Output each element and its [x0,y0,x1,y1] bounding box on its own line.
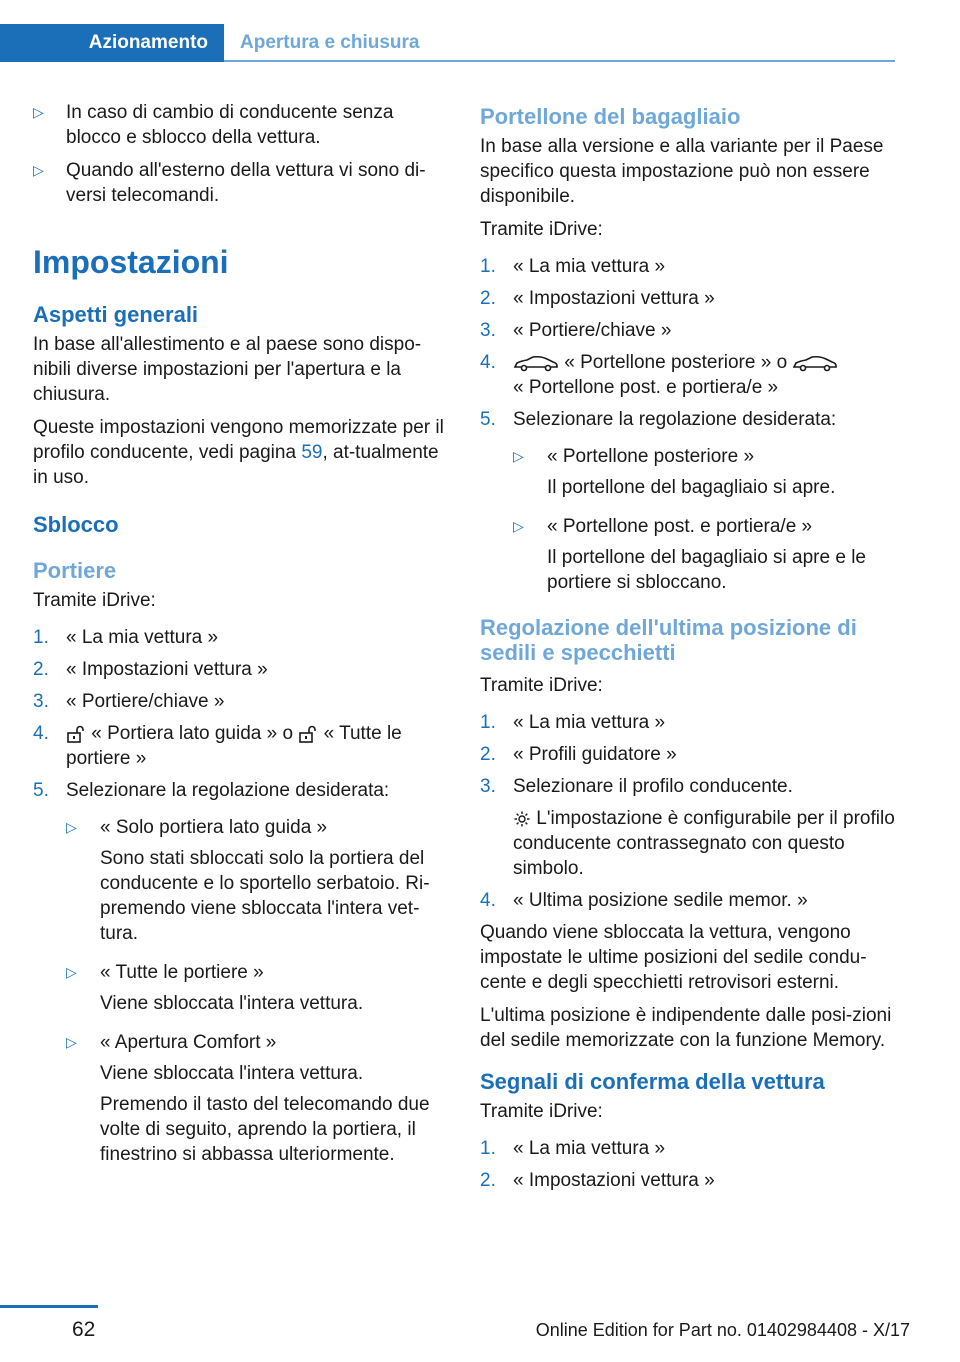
numbered-step: 4. « Portellone posteriore » o « Portellone post. e portiera/e » [480,350,900,400]
section-tab: Azionamento [0,24,224,62]
left-column [33,100,448,1173]
unlock-icon [66,725,86,743]
subsection-tab: Apertura e chiusura [240,32,420,53]
header-rule [224,60,895,62]
paragraph: Quando viene sbloccata la vettura, vengono impostate le ultime posizioni del sedile condu-cente e degli specchietti retrovisori esterni. [480,922,867,993]
paragraph: Tramite iDrive: [480,675,603,696]
sub-item: ▷ « Apertura Comfort » Viene sbloccata l'intera vettura. Premendo il tasto del telecomando due volte di seguito, aprendo la portiera, il finestrino si abbassa ulteriormente. [66,1032,430,1165]
numbered-step: 1. « La mia vettura » [480,712,666,733]
paragraph: Tramite iDrive: [480,219,603,240]
edition-text: Online Edition for Part no. 01402984408 - X/17 [535,1320,910,1340]
subheading-regolazione: Regolazione dell'ultima posizione di sedili e specchietti [480,615,857,665]
footer-rule [0,1305,98,1308]
bullet-triangle-icon: ▷ [66,964,77,980]
sub-item: ▷ « Tutte le portiere » Viene sbloccata l'intera vettura. [66,962,364,1014]
numbered-step: 5. Selezionare la regolazione desiderata: [480,409,837,430]
numbered-step: 1. « La mia vettura » [480,256,666,277]
numbered-step: 3. « Portiere/chiave » [33,691,225,712]
subheading-portiere: Portiere [33,558,117,583]
sub-item: ▷ « Portellone post. e portiera/e » Il portellone del bagagliaio si apre e le portiere si sbloccano. [513,516,866,593]
numbered-step: 2. « Impostazioni vettura » [33,659,268,680]
bullet-triangle-icon: ▷ [513,518,524,534]
bullet-triangle-icon: ▷ [66,819,77,835]
sub-list [480,444,900,595]
numbered-step: 2. « Impostazioni vettura » [480,288,715,309]
gear-icon [513,810,531,828]
step-note: L'impostazione è configurabile per il profilo conducente contrassegnato con questo simbolo. [513,808,895,879]
list-item: ▷ Quando all'esterno della vettura vi sono di-versi telecomandi. [33,160,426,206]
bullet-triangle-icon: ▷ [513,448,524,464]
numbered-step: 4. « Ultima posizione sedile memor. » [480,890,808,911]
subheading-segnali: Segnali di conferma della vettura [480,1069,825,1094]
numbered-step: 4. « Portiera lato guida » o « Tutte le portiere » [33,723,402,769]
numbered-step: 1. « La mia vettura » [480,1138,666,1159]
bullet-triangle-icon: ▷ [33,104,44,120]
subheading-general: Aspetti generali [33,302,199,327]
numbered-step: 3. Selezionare il profilo conducente. [480,776,793,797]
numbered-step: 3. « Portiere/chiave » [480,320,672,341]
paragraph: In base all'allestimento e al paese sono dispo-nibili diverse impostazioni per l'apertura e la chiusura. [33,334,422,405]
paragraph: L'ultima posizione è indipendente dalle posi-zioni del sedile memorizzate con la funzione Memory. [480,1005,892,1051]
right-column [480,100,900,1200]
bullet-triangle-icon: ▷ [66,1034,77,1050]
sub-list [33,815,448,1167]
paragraph: Queste impostazioni vengono memorizzate per il profilo conducente, vedi pagina 59, at-tualmente in uso. [33,417,444,488]
car-icon [513,354,559,372]
paragraph: Tramite iDrive: [480,1101,603,1122]
numbered-step: 2. « Impostazioni vettura » [480,1170,715,1191]
paragraph: In base alla versione e alla variante per il Paese specifico questa impostazione può non essere disponibile. [480,136,884,207]
bullet-triangle-icon: ▷ [33,162,44,178]
numbered-step: 5. Selezionare la regolazione desiderata: [33,780,390,801]
paragraph: Tramite iDrive: [33,590,156,611]
page-number: 62 [72,1318,96,1341]
numbered-step: 2. « Profili guidatore » [480,744,677,765]
numbered-step: 1. « La mia vettura » [33,627,219,648]
page-link[interactable]: 59 [301,442,323,463]
subheading-bagagliaio: Portellone del bagagliaio [480,104,741,129]
unlock-icon [298,725,318,743]
car-icon [792,354,838,372]
section-heading: Impostazioni [33,244,229,280]
sub-item: ▷ « Solo portiera lato guida » Sono stati sbloccati solo la portiera del conducente e lo sportello serbatoio. Ri-premendo viene sbloccata l'intera vet-tura. [66,817,430,944]
list-item: ▷ In caso di cambio di conducente senza blocco e sblocco della vettura. [33,102,394,148]
subheading-sblocco: Sblocco [33,512,119,537]
sub-item: ▷ « Portellone posteriore » Il portellone del bagagliaio si apre. [513,446,836,498]
page-header [0,24,895,62]
